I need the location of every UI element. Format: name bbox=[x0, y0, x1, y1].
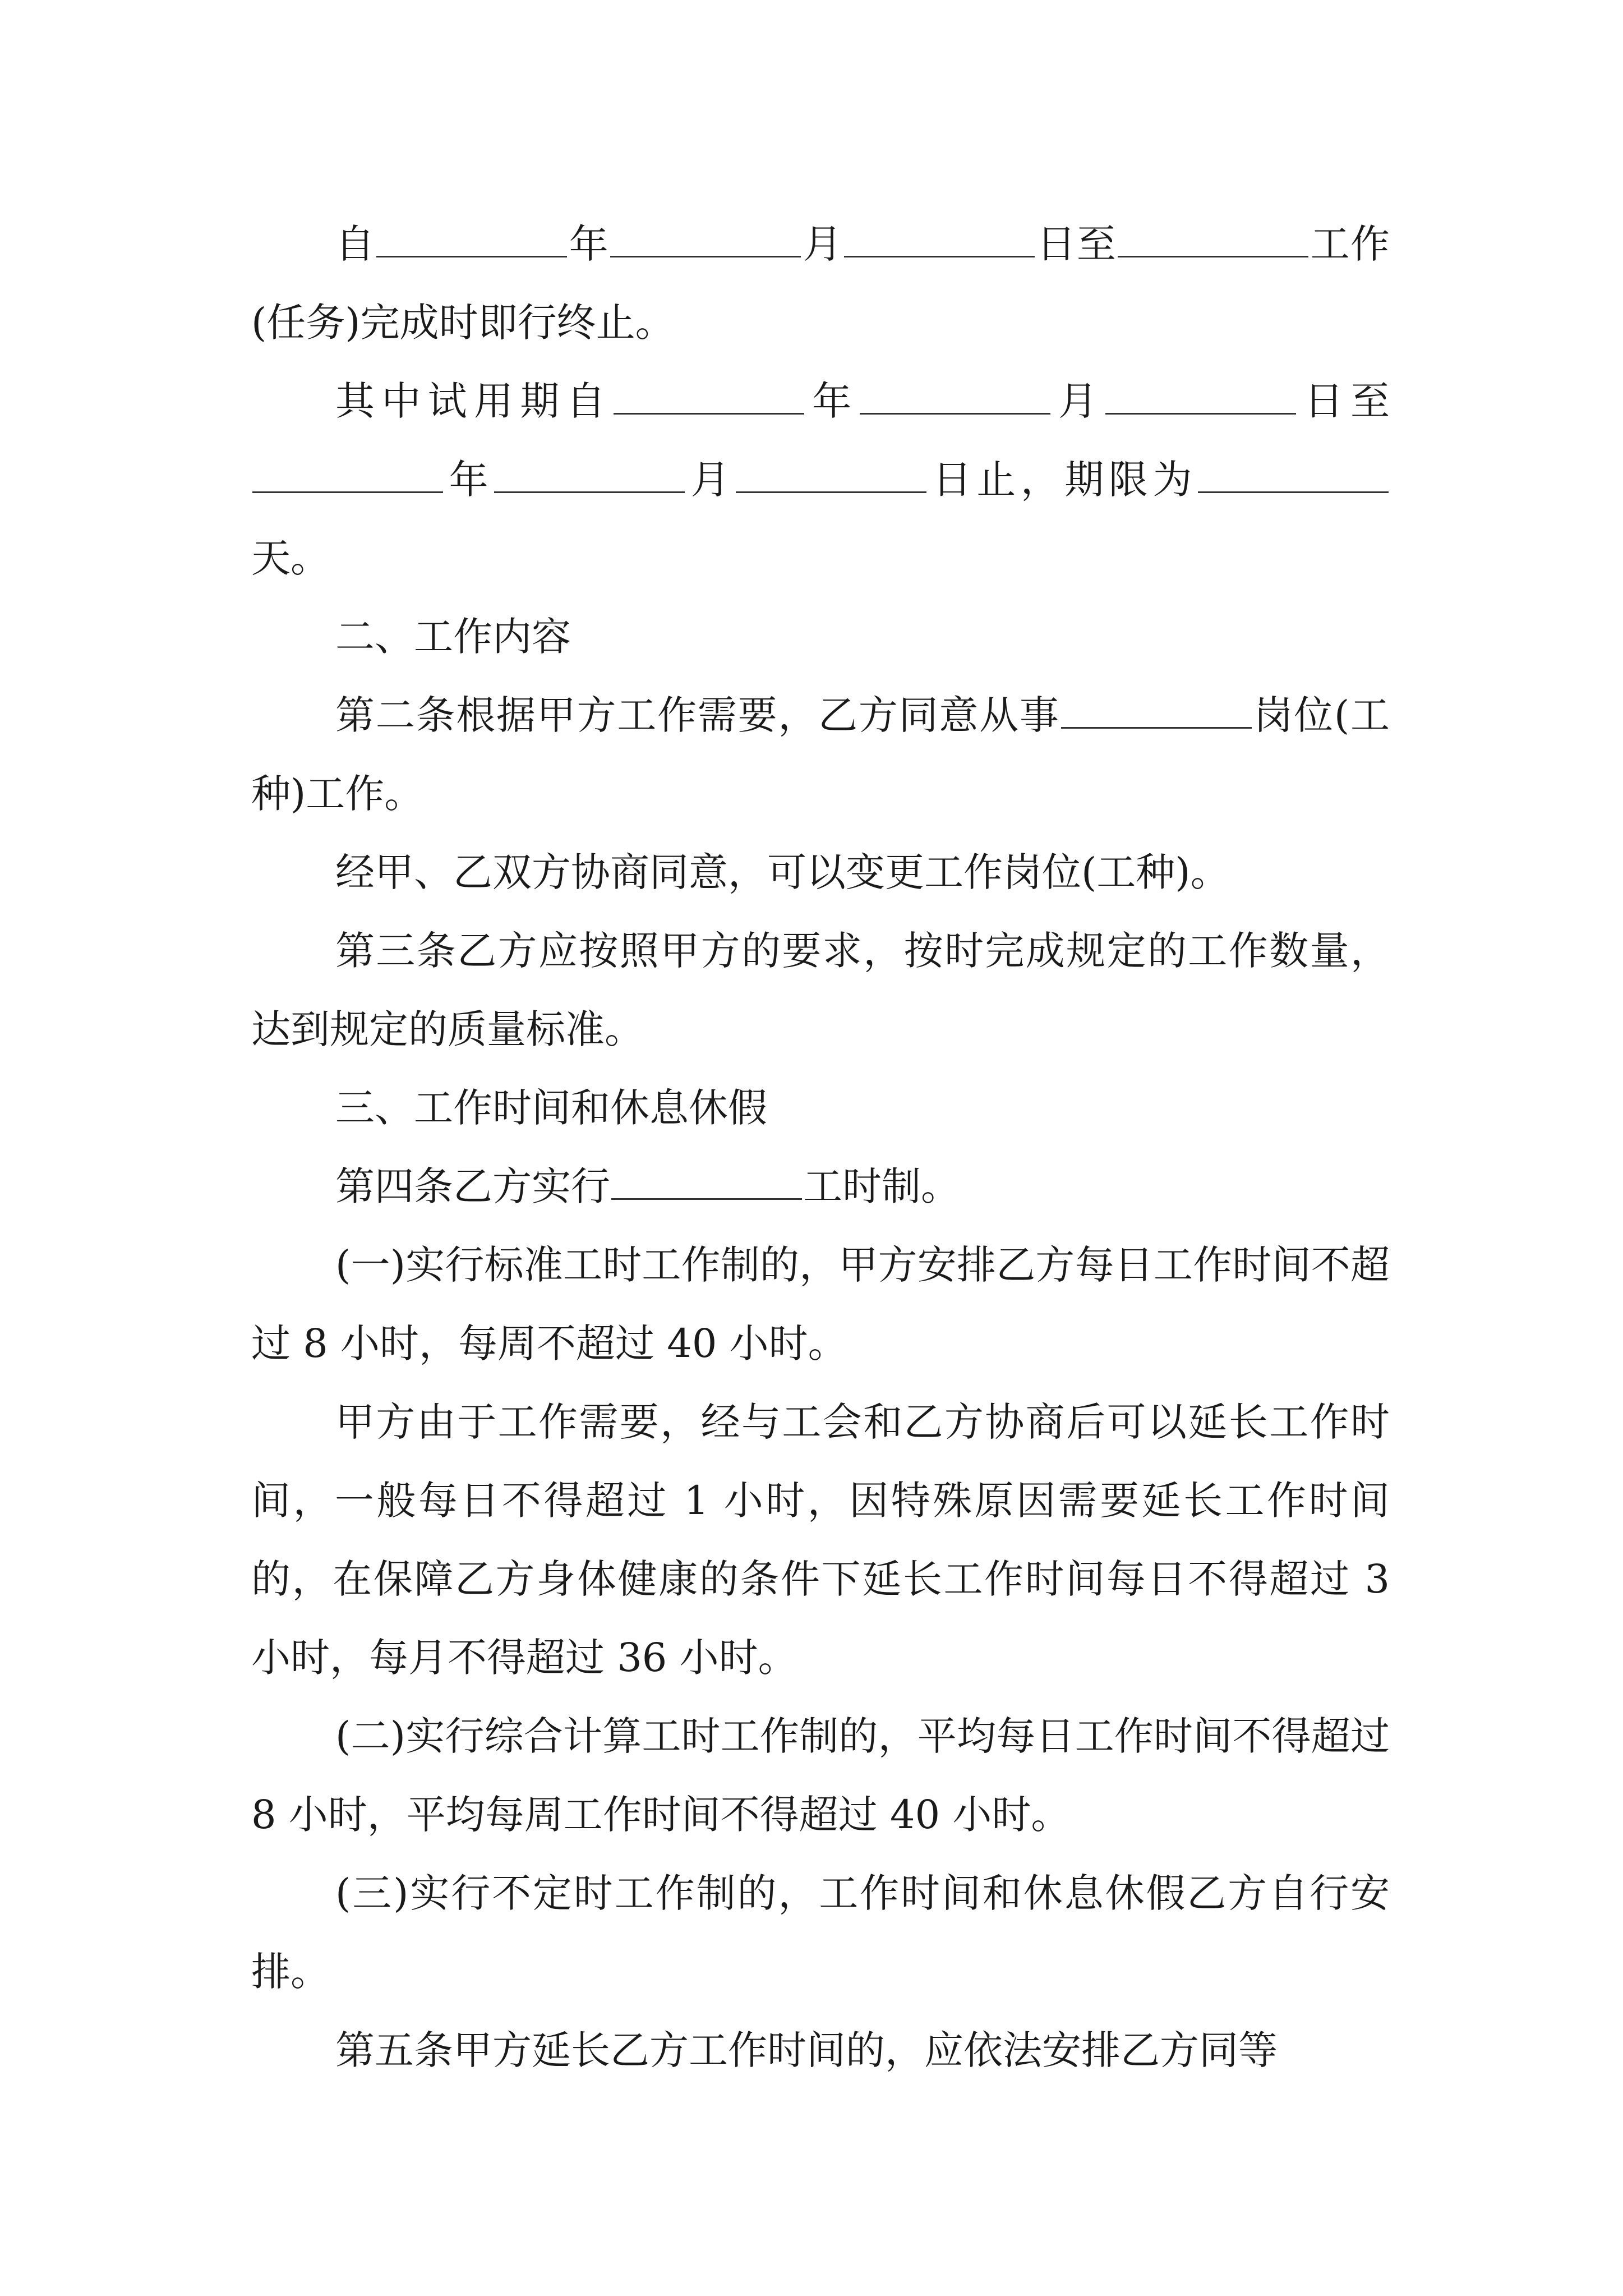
fill-blank-probation-start-month bbox=[860, 412, 1050, 415]
text-segment: 日至 bbox=[1297, 378, 1390, 424]
text-segment: 月 bbox=[802, 221, 843, 267]
fill-blank-probation-start-year bbox=[614, 412, 804, 415]
paragraph-article-2-change: 经甲、乙双方协商同意，可以变更工作岗位(工种)。 bbox=[335, 849, 1230, 895]
fill-blank-probation-end-month bbox=[494, 491, 685, 493]
text-segment: 工时制。 bbox=[803, 1163, 960, 1209]
text-segment: 日止，期限为 bbox=[928, 457, 1197, 503]
paragraph-article-3: 第三条乙方应按照甲方的要求，按时完成规定的工作数量，达到规定的质量标准。 bbox=[251, 928, 1390, 1052]
paragraph-article-4-comprehensive: (二)实行综合计算工时工作制的，平均每日工作时间不得超过 8 小时，平均每周工作时间不得超过 40 小时。 bbox=[251, 1713, 1390, 1838]
text-segment: 天。 bbox=[251, 535, 330, 581]
paragraph-term-period bbox=[251, 205, 1390, 362]
paragraph-article-5: 第五条甲方延长乙方工作时间的，应依法安排乙方同等 bbox=[335, 2027, 1278, 2073]
fill-blank-end-task bbox=[1118, 255, 1308, 257]
paragraph-article-4-overtime: 甲方由于工作需要，经与工会和乙方协商后可以延长工作时间，一般每日不得超过 1 小时，因特殊原因需要延长工作时间的，在保障乙方身体健康的条件下延长工作时间每日不得超过 3 小时，每月不得超过 36 小时。 bbox=[251, 1399, 1390, 1681]
section-heading-working-hours: 三、工作时间和休息休假 bbox=[335, 1085, 767, 1131]
fill-blank-probation-end-year bbox=[252, 491, 443, 493]
fill-blank-probation-start-day bbox=[1105, 412, 1296, 415]
paragraph-probation-period bbox=[251, 362, 1390, 597]
text-segment: 自 bbox=[335, 221, 376, 267]
text-segment: 工作(任务)完成时即行终止。 bbox=[251, 221, 1390, 346]
document-body bbox=[251, 205, 1390, 2090]
text-segment: 年 bbox=[444, 457, 494, 503]
text-segment: 岗位(工种)工作。 bbox=[251, 692, 1390, 817]
text-segment: 日至 bbox=[1036, 221, 1117, 267]
text-segment: 第四条乙方实行 bbox=[335, 1163, 610, 1209]
fill-blank-start-day bbox=[844, 255, 1035, 257]
paragraph-article-4-standard: (一)实行标准工时工作制的，甲方安排乙方每日工作时间不超过 8 小时，每周不超过 40 小时。 bbox=[251, 1242, 1390, 1366]
fill-blank-position bbox=[1061, 726, 1252, 729]
text-segment: 月 bbox=[686, 457, 735, 503]
fill-blank-probation-days bbox=[1198, 491, 1389, 493]
section-heading-work-content: 二、工作内容 bbox=[335, 614, 571, 660]
text-segment: 年 bbox=[568, 221, 610, 267]
fill-blank-hours-system bbox=[611, 1198, 802, 1200]
paragraph-article-2 bbox=[251, 676, 1390, 833]
text-segment: 其中试用期自 bbox=[335, 378, 612, 424]
text-segment: 第二条根据甲方工作需要，乙方同意从事 bbox=[335, 692, 1060, 738]
text-segment: 年 bbox=[805, 378, 859, 424]
fill-blank-start-year bbox=[376, 255, 567, 257]
paragraph-article-4-flexible: (三)实行不定时工作制的，工作时间和休息休假乙方自行安排。 bbox=[251, 1870, 1390, 1995]
fill-blank-probation-end-day bbox=[736, 491, 926, 493]
fill-blank-start-month bbox=[610, 255, 801, 257]
text-segment: 月 bbox=[1051, 378, 1105, 424]
paragraph-article-4 bbox=[251, 1147, 1390, 1226]
